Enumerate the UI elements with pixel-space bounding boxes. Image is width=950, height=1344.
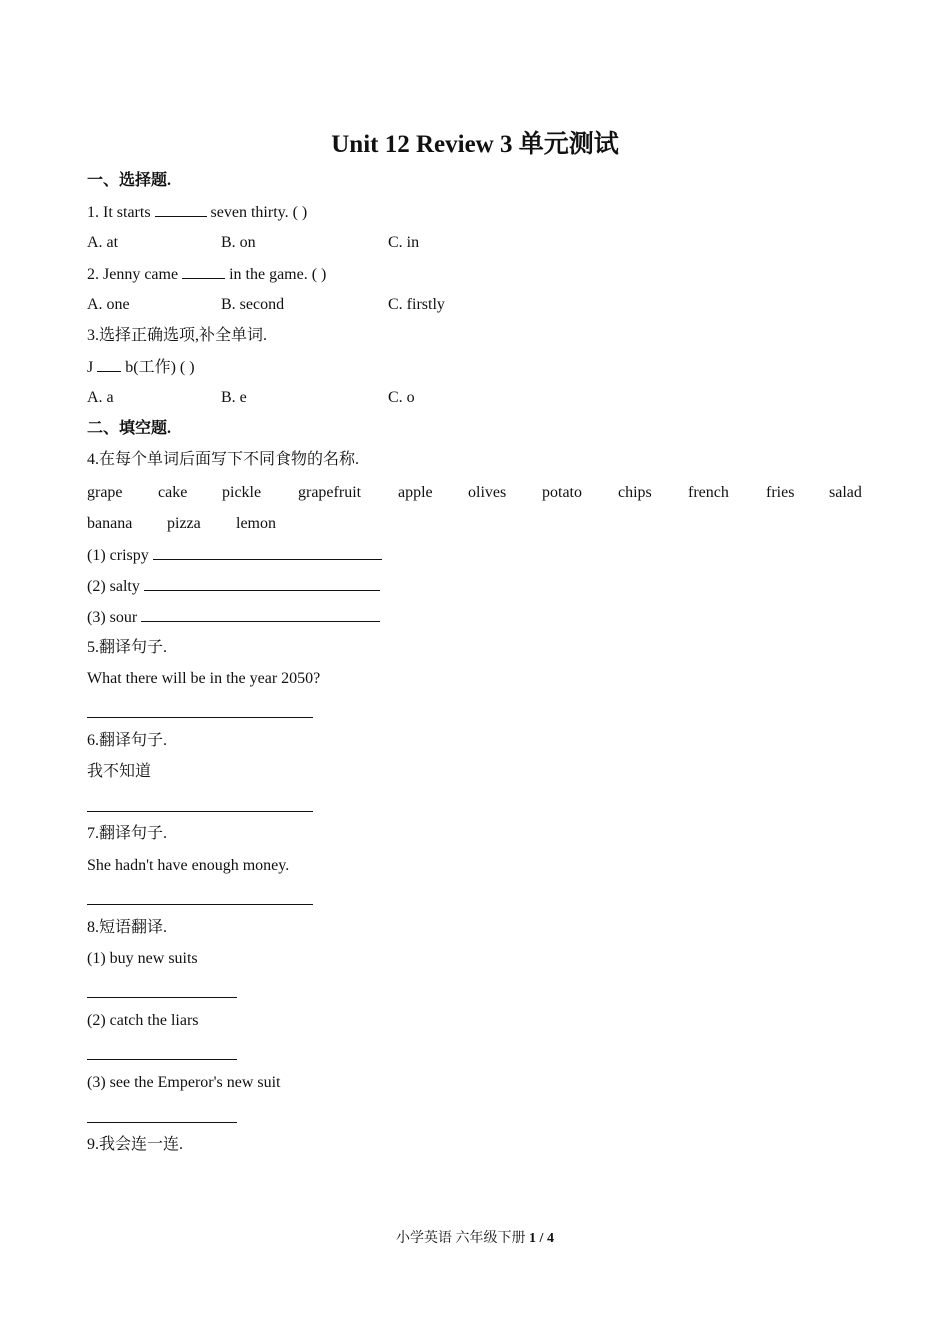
question-1-option-c[interactable]: C. in — [388, 234, 420, 251]
question-3-stem-pre: J — [87, 359, 98, 376]
question-4-item-1 — [87, 545, 382, 566]
question-2-blank[interactable] — [182, 264, 225, 279]
question-1-stem-pre: 1. It starts — [87, 204, 155, 221]
question-7-answer-line[interactable] — [87, 904, 313, 905]
question-4-item-2 — [87, 576, 380, 597]
footer-separator: / — [536, 1231, 547, 1246]
question-1-option-a[interactable]: A. at — [87, 234, 119, 251]
question-5-answer-line[interactable] — [87, 717, 313, 718]
word-bank-item: french — [688, 484, 729, 501]
question-4-item-1-blank[interactable] — [153, 545, 382, 560]
section-heading-choice: 一、选择题. — [87, 172, 172, 189]
question-6-sentence: 我不知道 — [87, 763, 152, 780]
question-2-stem-post: in the game. ( ) — [225, 266, 327, 283]
question-3-option-b[interactable]: B. e — [221, 389, 247, 406]
footer-label: 小学英语 六年级下册 — [396, 1231, 530, 1246]
question-8-item-2: (2) catch the liars — [87, 1012, 199, 1029]
word-bank-item: grape — [87, 484, 123, 501]
question-7-instruction: 7.翻译句子. — [87, 825, 168, 842]
word-bank-item: fries — [766, 484, 795, 501]
question-8-item-3-answer-line[interactable] — [87, 1122, 237, 1123]
question-3-blank[interactable] — [97, 357, 121, 372]
question-3-stem — [87, 357, 195, 378]
word-bank-item: pizza — [167, 515, 201, 532]
section-heading-fill: 二、填空题. — [87, 420, 172, 437]
question-1-blank[interactable] — [155, 202, 207, 217]
question-4-item-label: (2) salty — [87, 578, 144, 595]
question-8-instruction: 8.短语翻译. — [87, 919, 168, 936]
question-8-item-2-answer-line[interactable] — [87, 1059, 237, 1060]
question-4-item-label: (1) crispy — [87, 547, 153, 564]
word-bank-item: olives — [468, 484, 507, 501]
question-2-option-a[interactable]: A. one — [87, 296, 130, 313]
question-3-option-c[interactable]: C. o — [388, 389, 415, 406]
word-bank-item: chips — [618, 484, 652, 501]
question-1-option-b[interactable]: B. on — [221, 234, 256, 251]
question-6-answer-line[interactable] — [87, 811, 313, 812]
question-5-sentence: What there will be in the year 2050? — [87, 670, 321, 687]
question-3-stem-post: b(工作) ( ) — [121, 359, 195, 376]
question-3-instruction: 3.选择正确选项,补全单词. — [87, 327, 268, 344]
question-3-option-a[interactable]: A. a — [87, 389, 114, 406]
question-4-item-label: (3) sour — [87, 609, 142, 626]
question-8-item-1: (1) buy new suits — [87, 950, 198, 967]
word-bank-item: potato — [542, 484, 582, 501]
question-2-stem-pre: 2. Jenny came — [87, 266, 183, 283]
word-bank-item: apple — [398, 484, 433, 501]
question-1-stem-post: seven thirty. ( ) — [206, 204, 308, 221]
word-bank-item: pickle — [222, 484, 262, 501]
word-bank-item: cake — [158, 484, 188, 501]
question-4-item-3-blank[interactable] — [141, 607, 380, 622]
question-4-instruction: 4.在每个单词后面写下不同食物的名称. — [87, 451, 360, 468]
word-bank-item: banana — [87, 515, 133, 532]
question-1-stem — [87, 202, 307, 223]
word-bank-item: grapefruit — [298, 484, 362, 501]
question-7-sentence: She hadn't have enough money. — [87, 857, 290, 874]
word-bank-item: salad — [829, 484, 862, 501]
question-4-item-2-blank[interactable] — [144, 576, 380, 591]
question-2-stem — [87, 264, 326, 285]
question-6-instruction: 6.翻译句子. — [87, 732, 168, 749]
question-8-item-3: (3) see the Emperor's new suit — [87, 1074, 281, 1091]
question-4-item-3 — [87, 607, 380, 628]
question-2-option-c[interactable]: C. firstly — [388, 296, 445, 313]
page-title: Unit 12 Review 3 单元测试 — [331, 131, 619, 158]
question-9-instruction: 9.我会连一连. — [87, 1136, 184, 1153]
footer-page-number: 1 — [529, 1231, 537, 1246]
question-5-instruction: 5.翻译句子. — [87, 639, 168, 656]
page-footer — [0, 1227, 950, 1247]
word-bank-item: lemon — [236, 515, 276, 532]
footer-page-total: 4 — [546, 1231, 554, 1246]
question-2-option-b[interactable]: B. second — [221, 296, 285, 313]
question-8-item-1-answer-line[interactable] — [87, 997, 237, 998]
